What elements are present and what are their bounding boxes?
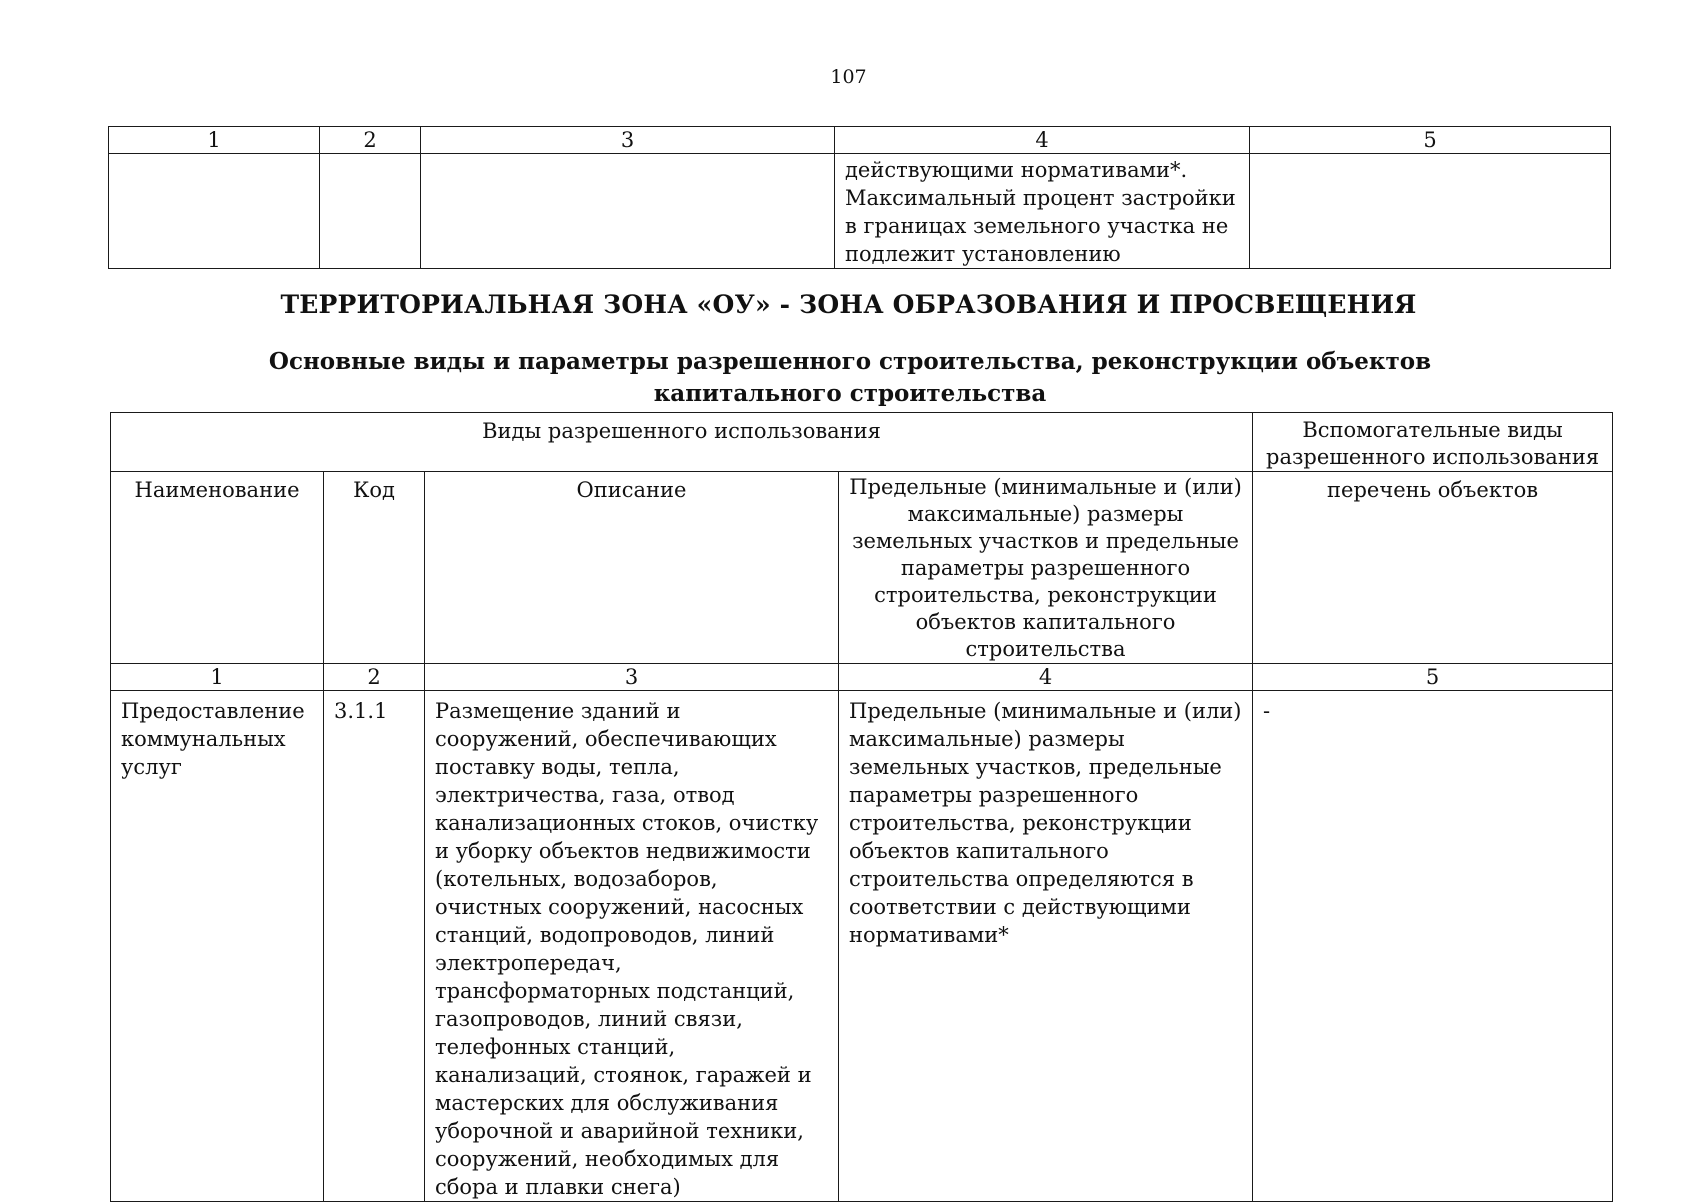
column-header-row — [111, 472, 1613, 664]
cell-limits: Предельные (минимальные и (или) максимальные) размеры земельных участков, предельные параметры разрешенного строительства, реконструкции объектов капитального строительства определяются в соответствии с действующими нормативами* — [839, 691, 1253, 1202]
continuation-cell — [1250, 154, 1611, 269]
continuation-number-row — [109, 127, 1611, 154]
column-number: 4 — [839, 664, 1253, 691]
cell-code: 3.1.1 — [324, 691, 425, 1202]
continuation-row — [109, 154, 1611, 269]
page-number: 107 — [830, 66, 867, 88]
cell-objects: - — [1253, 691, 1613, 1202]
section-title: Основные виды и параметры разрешенного строительства, реконструкции объектов капитального строительства — [268, 348, 1432, 407]
table-row — [111, 691, 1613, 1202]
header-description: Описание — [425, 472, 839, 664]
column-number: 2 — [324, 664, 425, 691]
header-limits: Предельные (минимальные и (или) максимальные) размеры земельных участков и предельные параметры разрешенного строительства, реконструкции объектов капитального строительства — [839, 472, 1253, 664]
column-number: 3 — [425, 664, 839, 691]
column-number: 4 — [835, 127, 1250, 154]
column-number: 5 — [1253, 664, 1613, 691]
header-code: Код — [324, 472, 425, 664]
main-table — [110, 412, 1613, 1202]
cell-name: Предоставление коммунальных услуг — [111, 691, 324, 1202]
continuation-cell-limits: действующими нормативами*. Максимальный процент застройки в границах земельного участка не подлежит установлению — [835, 154, 1250, 269]
continuation-cell — [320, 154, 421, 269]
main-number-row — [111, 664, 1613, 691]
header-objects: перечень объектов — [1253, 472, 1613, 664]
continuation-table — [108, 126, 1611, 269]
aux-header: Вспомогательные виды разрешенного использования — [1253, 413, 1613, 472]
group-header-row — [111, 413, 1613, 472]
continuation-cell — [421, 154, 835, 269]
column-number: 3 — [421, 127, 835, 154]
zone-title: ТЕРРИТОРИАЛЬНАЯ ЗОНА «ОУ» - ЗОНА ОБРАЗОВАНИЯ И ПРОСВЕЩЕНИЯ — [280, 290, 1417, 319]
continuation-cell — [109, 154, 320, 269]
column-number: 5 — [1250, 127, 1611, 154]
column-number: 1 — [109, 127, 320, 154]
column-number: 2 — [320, 127, 421, 154]
cell-description: Размещение зданий и сооружений, обеспечивающих поставку воды, тепла, электричества, газа, отвод канализационных стоков, очистку и уборку объектов недвижимости (котельных, водозаборов, очистных сооружений, насосных станций, водопроводов, линий электропередач, трансформаторных подстанций, газопроводов, линий связи, телефонных станций, канализаций, стоянок, гаражей и мастерских для обслуживания уборочной и аварийной техники, сооружений, необходимых для сбора и плавки снега) — [425, 691, 839, 1202]
group-header: Виды разрешенного использования — [111, 413, 1253, 472]
header-name: Наименование — [111, 472, 324, 664]
column-number: 1 — [111, 664, 324, 691]
